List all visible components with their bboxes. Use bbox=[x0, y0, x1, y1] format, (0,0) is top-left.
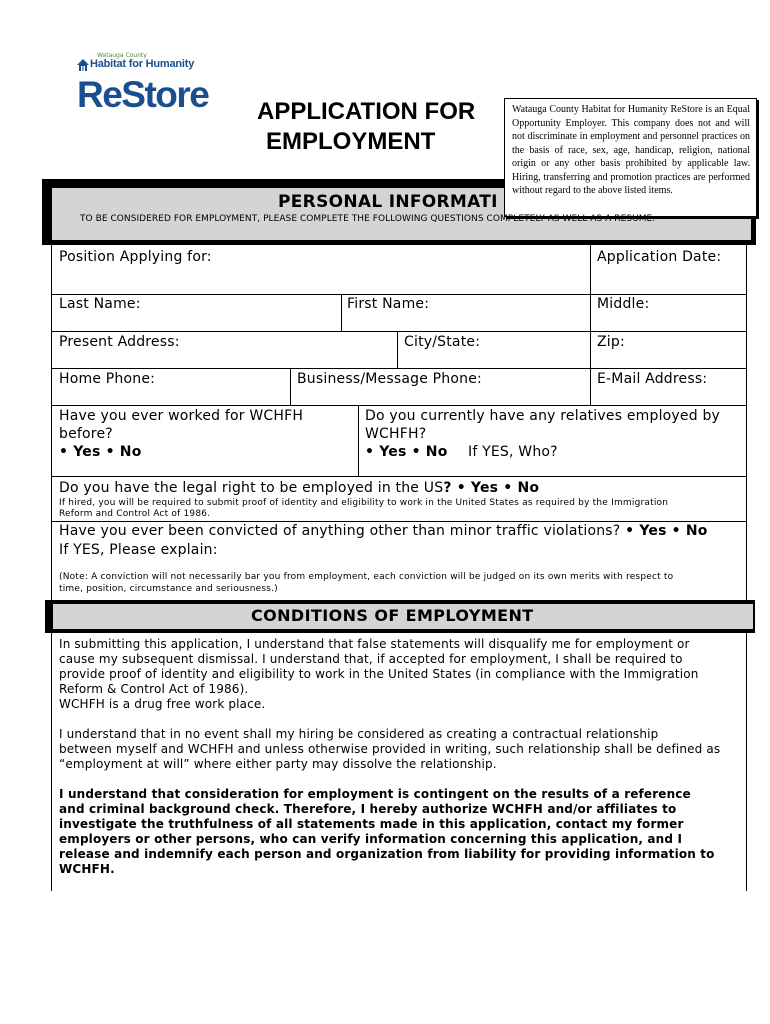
logo-habitat-text: Habitat for Humanity bbox=[90, 58, 195, 70]
conditions-para1-line2: cause my subsequent dismissal. I understand that, if accepted for employment, I shall be required to bbox=[59, 652, 683, 666]
conviction-explain-field[interactable]: If YES, Please explain: bbox=[59, 542, 218, 558]
address-field[interactable]: Present Address: bbox=[59, 334, 180, 350]
legal-note-line1: If hired, you will be required to submit proof of identity and eligibility to work in the United States as required by the Immigration bbox=[59, 498, 669, 508]
conditions-para3-line1: I understand that consideration for employment is contingent on the results of a reference bbox=[59, 787, 691, 801]
relatives-options[interactable]: • Yes • No bbox=[365, 444, 448, 460]
personal-info-instructions: TO BE CONSIDERED FOR EMPLOYMENT, PLEASE COMPLETE THE FOLLOWING QUESTIONS COMPLETELY AS WELL AS A RESUME. bbox=[80, 214, 656, 224]
personal-info-heading: PERSONAL INFORMATI bbox=[278, 192, 498, 212]
conviction-note-line2: time, position, circumstance and seriousness.) bbox=[59, 584, 278, 594]
eeo-statement: Watauga County Habitat for Humanity ReStore is an Equal Opportunity Employer. This company does not and will not discriminate in employment and personnel practices on the basis of race, sex, age, handicap, religion, national origin or any other basis prohibited by applicable law. Hiring, transferring and promotion practices are performed without regard to the above listed items. bbox=[512, 104, 750, 196]
middle-name-field[interactable]: Middle: bbox=[597, 296, 650, 312]
worked-before-question: Have you ever worked for WCHFH bbox=[59, 408, 304, 424]
last-name-field[interactable]: Last Name: bbox=[59, 296, 141, 312]
legal-right-question: Do you have the legal right to be employed in the US? • Yes • No bbox=[59, 480, 540, 496]
conditions-para2-line2: between myself and WCHFH and unless otherwise provided in writing, such relationship shall be defined as bbox=[59, 742, 721, 756]
legal-note-line2: Reform and Control Act of 1986. bbox=[59, 509, 211, 519]
conviction-note-line1: (Note: A conviction will not necessarily bar you from employment, each conviction will be judged on its own merits with respect to bbox=[59, 572, 674, 582]
conditions-para3-line5: release and indemnify each person and organization from liability for providing information to bbox=[59, 847, 715, 861]
conditions-para1-line5: WCHFH is a drug free work place. bbox=[59, 697, 266, 711]
conditions-para3-line4: employers or other persons, who can verify information concerning this application, and I bbox=[59, 832, 683, 846]
city-state-field[interactable]: City/State: bbox=[404, 334, 481, 350]
eeo-statement-box bbox=[504, 98, 757, 217]
conditions-para1-line4: Reform & Control Act of 1986). bbox=[59, 682, 249, 696]
relatives-question: Do you currently have any relatives employed by bbox=[365, 408, 721, 424]
logo-county-text: Watauga County bbox=[97, 52, 147, 59]
conditions-para3-line2: and criminal background check. Therefore, I hereby authorize WCHFH and/or affiliates to bbox=[59, 802, 677, 816]
conditions-para1-line3: provide proof of identity and eligibility to work in the United States (in compliance with the Immigration bbox=[59, 667, 699, 681]
business-phone-field[interactable]: Business/Message Phone: bbox=[297, 371, 482, 387]
worked-before-question-cont: before? bbox=[59, 426, 113, 442]
worked-before-options[interactable]: • Yes • No bbox=[59, 444, 142, 460]
conditions-para3-line3: investigate the truthfulness of all statements made in this application, contact my former bbox=[59, 817, 684, 831]
email-field[interactable]: E-Mail Address: bbox=[597, 371, 708, 387]
conviction-options[interactable]: • Yes • No bbox=[625, 523, 708, 539]
page-title-line1: APPLICATION FOR bbox=[257, 98, 476, 125]
first-name-field[interactable]: First Name: bbox=[347, 296, 430, 312]
conditions-para3-line6: WCHFH. bbox=[59, 862, 115, 876]
zip-field[interactable]: Zip: bbox=[597, 334, 625, 350]
conditions-para2-line3: “employment at will” where either party may dissolve the relationship. bbox=[59, 757, 497, 771]
conviction-question: Have you ever been convicted of anything other than minor traffic violations? • Yes • No bbox=[59, 523, 708, 539]
relatives-who-field[interactable]: If YES, Who? bbox=[468, 444, 558, 460]
legal-right-options[interactable]: ? • Yes • No bbox=[443, 480, 540, 496]
habitat-house-icon bbox=[77, 59, 89, 71]
conditions-para1-line1: In submitting this application, I understand that false statements will disqualify me for employment or bbox=[59, 637, 690, 651]
conditions-para2-line1: I understand that in no event shall my hiring be considered as creating a contractual relationship bbox=[59, 727, 659, 741]
application-date-field[interactable]: Application Date: bbox=[597, 249, 722, 265]
page-title-line2: EMPLOYMENT bbox=[266, 128, 436, 155]
relatives-question-cont: WCHFH? bbox=[365, 426, 427, 442]
position-field[interactable]: Position Applying for: bbox=[59, 249, 212, 265]
conditions-heading: CONDITIONS OF EMPLOYMENT bbox=[251, 606, 534, 625]
home-phone-field[interactable]: Home Phone: bbox=[59, 371, 156, 387]
logo-restore: ReStore bbox=[77, 74, 209, 115]
